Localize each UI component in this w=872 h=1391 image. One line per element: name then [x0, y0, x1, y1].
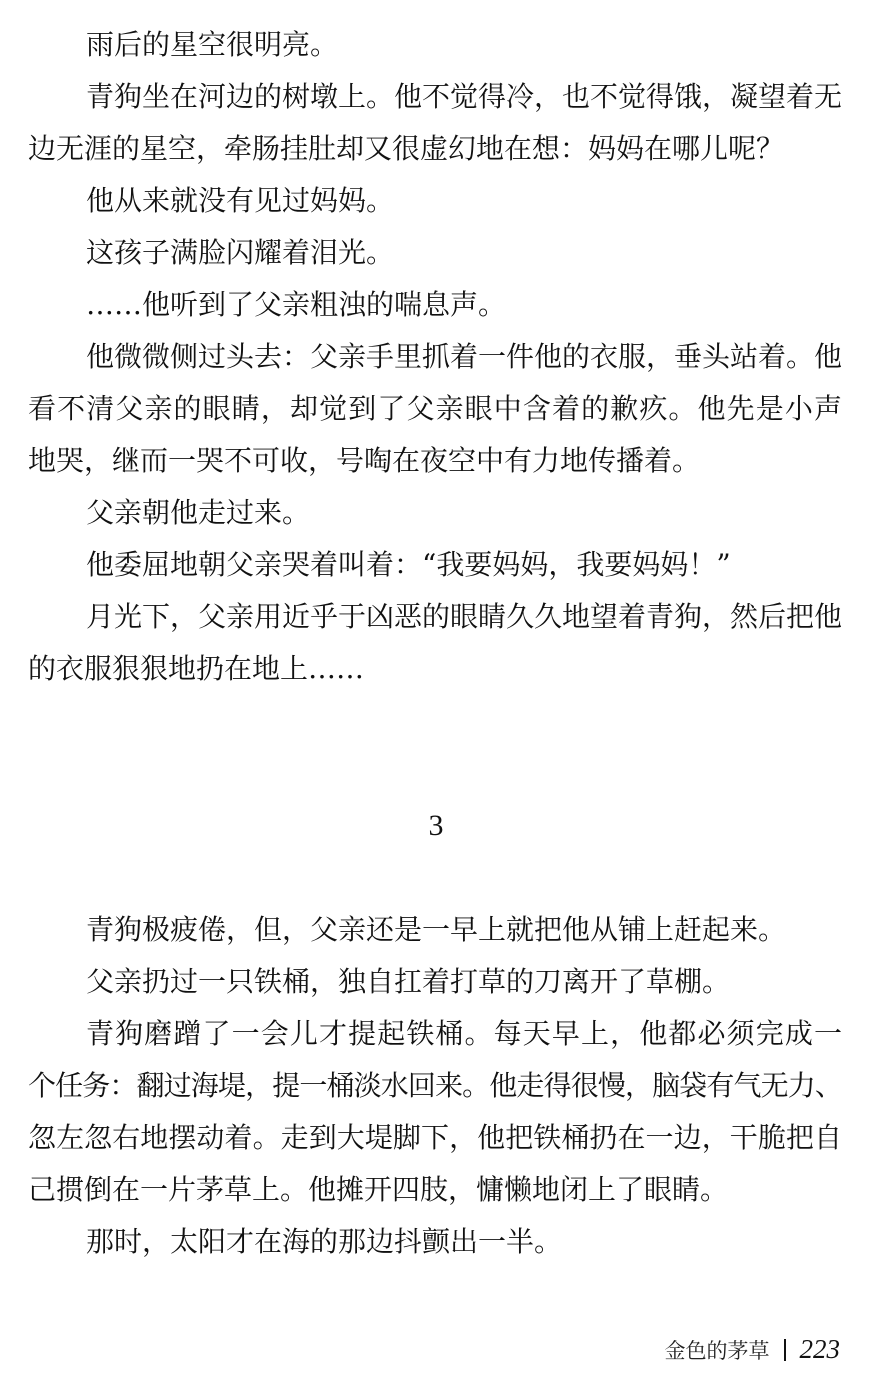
text-line: ……他听到了父亲粗浊的喘息声。 [86, 288, 507, 321]
text-block-section-3 [28, 904, 842, 1268]
text-line: 个任务：翻过海堤，提一桶淡水回来。他走得很慢，脑袋有气无力、 [28, 1069, 842, 1102]
text-line: 那时，太阳才在海的那边抖颤出一半。 [86, 1225, 563, 1258]
text-line: 边无涯的星空，牵肠挂肚却又很虚幻地在想：妈妈在哪儿呢？ [28, 132, 785, 165]
text-line: 这孩子满脸闪耀着泪光。 [86, 236, 395, 269]
text-line: 雨后的星空很明亮。 [86, 28, 339, 61]
section-number: 3 [428, 809, 444, 842]
text-line: 父亲扔过一只铁桶，独自扛着打草的刀离开了草棚。 [86, 965, 731, 998]
text-line: 青狗磨蹭了一会儿才提起铁桶。每天早上，他都必须完成一 [86, 1017, 842, 1050]
text-line: 忽左忽右地摆动着。走到大堤脚下，他把铁桶扔在一边，干脆把自 [28, 1121, 842, 1154]
text-line: 父亲朝他走过来。 [86, 496, 311, 529]
text-line: 看不清父亲的眼睛，却觉到了父亲眼中含着的歉疚。他先是小声 [28, 392, 842, 425]
text-line: 地哭，继而一哭不可收，号啕在夜空中有力地传播着。 [28, 444, 701, 477]
page-footer [665, 1334, 841, 1365]
text-line: 月光下，父亲用近乎于凶恶的眼睛久久地望着青狗，然后把他 [86, 600, 842, 633]
text-block-before-section [28, 19, 842, 695]
text-line: 青狗极疲倦，但，父亲还是一早上就把他从铺上赶起来。 [86, 913, 787, 946]
text-line: 己掼倒在一片茅草上。他摊开四肢，慵懒地闭上了眼睛。 [28, 1173, 729, 1206]
text-line: 他微微侧过头去：父亲手里抓着一件他的衣服，垂头站着。他 [86, 340, 842, 373]
footer-divider [784, 1339, 786, 1361]
text-line: 他委屈地朝父亲哭着叫着：“我要妈妈，我要妈妈！” [86, 548, 731, 581]
text-line: 的衣服狠狠地扔在地上…… [28, 652, 365, 685]
page-number: 223 [799, 1334, 840, 1364]
running-title: 金色的茅草 [664, 1338, 770, 1363]
text-line: 青狗坐在河边的树墩上。他不觉得冷，也不觉得饿，凝望着无 [86, 80, 842, 113]
text-line: 他从来就没有见过妈妈。 [86, 184, 395, 217]
